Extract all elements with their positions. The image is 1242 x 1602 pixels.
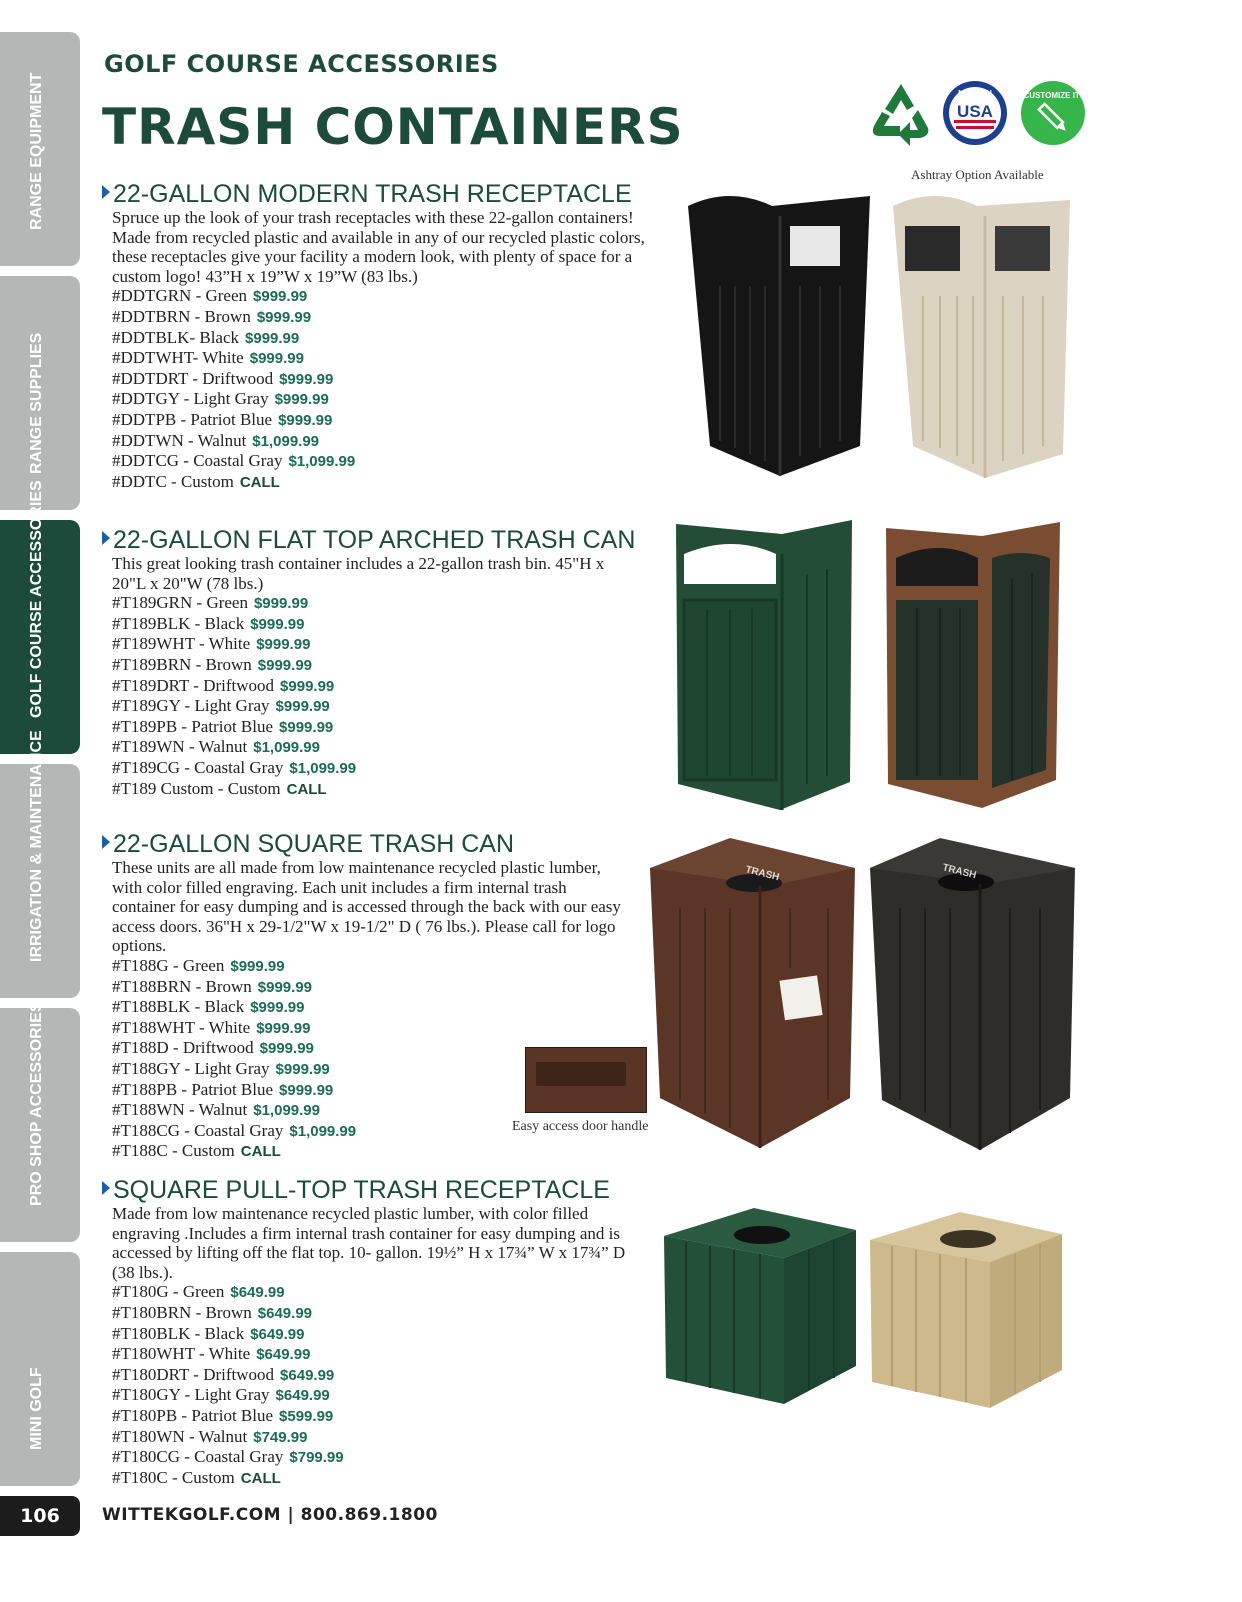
item-code: #T188WHT - White (112, 1017, 251, 1037)
arrow-icon (102, 185, 110, 199)
item-list (112, 593, 662, 799)
list-item (112, 634, 662, 655)
tab-pro-shop-accessories[interactable]: PRO SHOP ACCESSORIES (0, 1008, 80, 1242)
list-item (112, 977, 642, 998)
list-item (112, 348, 662, 369)
section-title: 22-GALLON FLAT TOP ARCHED TRASH CAN (102, 526, 662, 554)
ashtray-caption: Ashtray Option Available (911, 167, 1044, 182)
item-code: #T189GRN - Green (112, 593, 248, 613)
item-price: $999.99 (280, 677, 335, 695)
item-code: #T189GY - Light Gray (112, 696, 270, 716)
item-price: $649.99 (257, 1304, 313, 1322)
item-price: $999.99 (275, 1060, 330, 1078)
list-item (112, 1324, 662, 1345)
section-description: Made from low maintenance recycled plastic lumber, with color filled engraving .Includes a firm internal trash container for easy dumping and is accessed by lifting off the flat top. 10- gallon. 19½” H x 17¾” W x 17¾” D (38 lbs.). (112, 1204, 626, 1282)
item-price: $649.99 (256, 1346, 311, 1364)
svg-text:CUSTOMIZE IT!: CUSTOMIZE IT! (1023, 91, 1083, 100)
item-price: $599.99 (279, 1407, 334, 1425)
section-title: 22-GALLON MODERN TRASH RECEPTACLE (102, 180, 662, 208)
list-item (112, 410, 662, 431)
item-price: CALL (286, 780, 327, 798)
section-description: This great looking trash container includes a 22-gallon trash bin. 45"H x 20"L x 20"W (78 lbs.) (112, 554, 605, 593)
item-code: #T189PB - Patriot Blue (112, 716, 274, 736)
list-item (112, 737, 662, 758)
list-item (112, 1282, 662, 1303)
category-eyebrow: GOLF COURSE ACCESSORIES (104, 50, 499, 78)
recycle-icon (866, 80, 932, 146)
item-price: $649.99 (280, 1366, 335, 1384)
customize-it-icon (1018, 80, 1084, 146)
item-price: CALL (240, 1143, 281, 1161)
item-code: #T180DRT - Driftwood (112, 1364, 275, 1384)
item-code: #T188G - Green (112, 955, 225, 975)
item-price: $999.99 (279, 1081, 334, 1099)
list-item (112, 451, 662, 472)
item-code: #T189WN - Walnut (112, 737, 248, 757)
item-price: $999.99 (279, 718, 334, 736)
list-item (112, 1427, 662, 1448)
item-code: #DDTDRT - Driftwood (112, 368, 274, 388)
section-flat-top-arched (102, 526, 662, 799)
list-item (112, 1468, 662, 1489)
door-handle-photo (525, 1047, 647, 1113)
list-item (112, 758, 662, 779)
item-price: $999.99 (249, 350, 304, 368)
item-price: $1,099.99 (253, 739, 320, 757)
flat-top-arched-image (672, 514, 1072, 814)
svg-text:TRASH: TRASH (941, 862, 978, 882)
item-code: #T188CG - Coastal Gray (112, 1120, 284, 1140)
item-price: $999.99 (245, 329, 300, 347)
list-item (112, 307, 662, 328)
section-description: These units are all made from low maintenance recycled plastic lumber, with color filled engraving. Each unit includes a firm internal trash container for easy dumping and is accessed through the back with our easy access doors. 36"H x 29-1/2"W x 19-1/2" D ( 76 lbs.). Please call for logo options. (112, 858, 621, 956)
item-code: #DDTPB - Patriot Blue (112, 409, 273, 429)
item-code: #T180CG - Coastal Gray (112, 1447, 284, 1467)
item-code: #T188BRN - Brown (112, 976, 252, 996)
item-price: $1,099.99 (289, 1122, 357, 1140)
list-item (112, 696, 662, 717)
item-price: CALL (240, 1469, 281, 1487)
arrow-icon (102, 1181, 110, 1195)
section-title: SQUARE PULL-TOP TRASH RECEPTACLE (102, 1176, 662, 1204)
arrow-icon (102, 835, 110, 849)
item-code: #T180BLK - Black (112, 1323, 245, 1343)
list-item (112, 614, 662, 635)
list-item (112, 1365, 662, 1386)
square-pull-top-image (664, 1208, 1064, 1408)
item-price: $649.99 (230, 1284, 285, 1302)
list-item (112, 1385, 662, 1406)
item-list (112, 1282, 662, 1488)
list-item (112, 328, 662, 349)
list-item (112, 997, 642, 1018)
list-item (112, 472, 662, 493)
item-price: $999.99 (250, 615, 305, 633)
item-code: #T188GY - Light Gray (112, 1058, 270, 1078)
item-code: #DDTBRN - Brown (112, 306, 251, 326)
item-code: #DDTWN - Walnut (112, 430, 247, 450)
item-price: CALL (239, 473, 280, 491)
item-price: $999.99 (257, 656, 313, 674)
item-price: $999.99 (256, 636, 311, 654)
item-code: #DDTC - Custom (112, 471, 234, 491)
footer-contact: WITTEKGOLF.COM | 800.869.1800 (102, 1505, 438, 1525)
section-title: 22-GALLON SQUARE TRASH CAN (102, 830, 642, 858)
item-list (112, 286, 662, 492)
page-number: 106 (0, 1496, 80, 1536)
door-handle-caption: Easy access door handle (512, 1119, 649, 1134)
item-code: #T189CG - Coastal Gray (112, 757, 284, 777)
tab-mini-golf[interactable]: MINI GOLF (0, 1252, 80, 1486)
list-item (112, 593, 662, 614)
square-trash-can-image (650, 838, 1080, 1152)
item-code: #T189WHT - White (112, 634, 251, 654)
item-price: $999.99 (275, 698, 330, 716)
list-item (112, 956, 642, 977)
item-code: #T189 Custom - Custom (112, 778, 281, 798)
list-item (112, 431, 662, 452)
item-price: $649.99 (250, 1325, 305, 1343)
item-price: $999.99 (257, 978, 313, 996)
item-price: $999.99 (253, 288, 308, 306)
made-in-usa-icon (942, 80, 1008, 146)
item-price: $1,099.99 (252, 432, 320, 450)
item-price: $999.99 (278, 411, 333, 429)
item-code: #T180PB - Patriot Blue (112, 1405, 274, 1425)
item-code: #DDTCG - Coastal Gray (112, 451, 283, 471)
item-price: $999.99 (256, 308, 312, 326)
item-code: #T188PB - Patriot Blue (112, 1079, 274, 1099)
item-code: #T189BRN - Brown (112, 654, 252, 674)
item-price: $999.99 (230, 957, 285, 975)
item-price: $999.99 (279, 370, 334, 388)
item-code: #T188WN - Walnut (112, 1100, 248, 1120)
item-price: $1,099.99 (253, 1102, 320, 1120)
section-description: Spruce up the look of your trash receptacles with these 22-gallon containers! Made from recycled plastic and available in any of our recycled plastic colors, these receptacles give your facility a modern look, with plenty of space for a custom logo! 43”H x 19”W x 19”W (83 lbs.) (112, 208, 645, 286)
item-code: #T188C - Custom (112, 1141, 235, 1161)
tab-irrigation-maintenance[interactable]: IRRIGATION & MAINTENANCE (0, 764, 80, 998)
item-code: #T189DRT - Driftwood (112, 675, 275, 695)
item-code: #T180C - Custom (112, 1467, 235, 1487)
item-price: $1,099.99 (289, 759, 357, 777)
svg-text:MADE IN: MADE IN (958, 89, 992, 98)
list-item (112, 286, 662, 307)
item-code: #T180WHT - White (112, 1344, 251, 1364)
list-item (112, 1141, 642, 1162)
list-item (112, 676, 662, 697)
item-price: $999.99 (256, 1019, 311, 1037)
page-title: TRASH CONTAINERS (102, 98, 684, 156)
svg-text:TRASH: TRASH (744, 864, 781, 884)
list-item (112, 717, 662, 738)
list-item (112, 1447, 662, 1468)
item-code: #DDTWHT- White (112, 348, 244, 368)
tab-range-equipment[interactable]: RANGE EQUIPMENT (0, 32, 80, 266)
arrow-icon (102, 531, 110, 545)
item-code: #DDTGRN - Green (112, 286, 248, 306)
item-code: #T189BLK - Black (112, 613, 245, 633)
item-code: #DDTBLK- Black (112, 327, 240, 347)
item-price: $749.99 (253, 1428, 308, 1446)
badges (866, 80, 1090, 150)
list-item (112, 1303, 662, 1324)
list-item (112, 389, 662, 410)
item-price: $999.99 (253, 595, 309, 613)
item-code: #T188BLK - Black (112, 997, 245, 1017)
item-price: $999.99 (259, 1040, 314, 1058)
item-code: #T180WN - Walnut (112, 1426, 248, 1446)
item-code: #T180GY - Light Gray (112, 1385, 270, 1405)
list-item (112, 369, 662, 390)
list-item (112, 1018, 642, 1039)
modern-receptacle-image (680, 186, 1080, 482)
item-code: #T180G - Green (112, 1282, 225, 1302)
item-price: $649.99 (275, 1387, 330, 1405)
list-item (112, 1344, 662, 1365)
section-modern-receptacle (102, 180, 662, 492)
list-item (112, 779, 662, 800)
svg-text:USA: USA (957, 102, 993, 121)
item-code: #T180BRN - Brown (112, 1302, 252, 1322)
tab-golf-course-accessories[interactable]: GOLF COURSE ACCESSORIES (0, 520, 80, 754)
item-price: $1,099.99 (288, 453, 356, 471)
section-square-pull-top (102, 1176, 662, 1488)
list-item (112, 655, 662, 676)
item-price: $999.99 (250, 999, 305, 1017)
item-price: $999.99 (274, 391, 329, 409)
tab-range-supplies[interactable]: RANGE SUPPLIES (0, 276, 80, 510)
item-code: #T188D - Driftwood (112, 1038, 254, 1058)
item-price: $799.99 (289, 1449, 344, 1467)
list-item (112, 1406, 662, 1427)
item-code: #DDTGY - Light Gray (112, 389, 269, 409)
